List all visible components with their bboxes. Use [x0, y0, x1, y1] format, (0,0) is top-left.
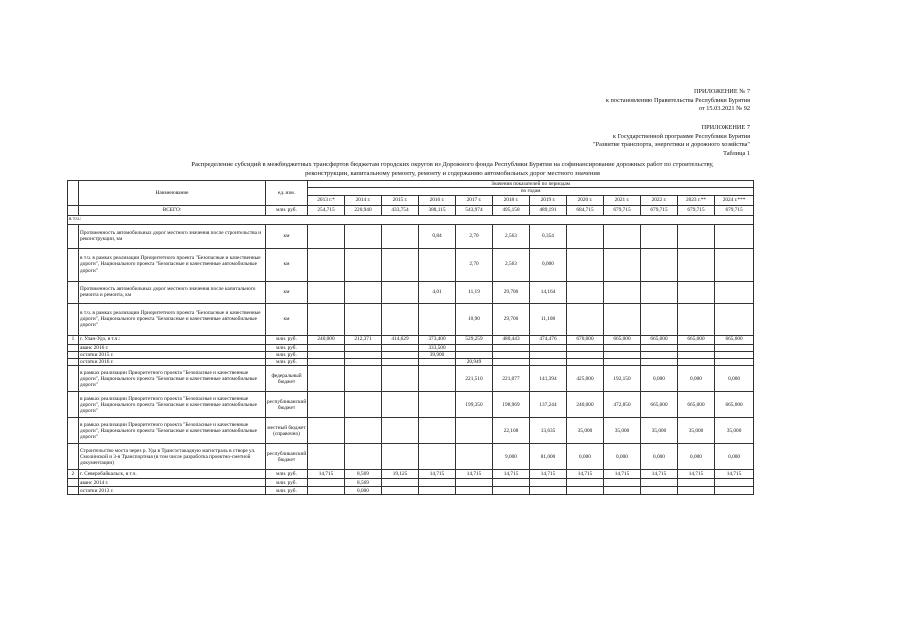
row-value-cell: [419, 392, 456, 418]
row-value-cell: 529,259: [456, 335, 493, 344]
row-value-cell: [715, 281, 754, 303]
row-value-cell: 0,000: [604, 444, 641, 470]
row-value-cell: 665,000: [678, 335, 715, 344]
row-number-cell: [68, 351, 79, 358]
row-unit-cell: млн. руб.: [266, 335, 308, 344]
row-value-cell: 35,000: [567, 418, 604, 444]
row-value-cell: [308, 359, 345, 366]
row-value-cell: 35,000: [678, 418, 715, 444]
row-value-cell: [456, 418, 493, 444]
row-name-cell: Протяженность автомобильных дорог местного значения после капитального ремонта и ремонта, км: [79, 281, 266, 303]
row-number-cell: [68, 487, 79, 495]
row-value-cell: [308, 303, 345, 335]
row-value-cell: [715, 344, 754, 351]
total-row: [68, 205, 754, 215]
row-unit-cell: км: [266, 303, 308, 335]
row-value-cell: [493, 487, 530, 495]
row-unit-cell: федеральный бюджет: [266, 366, 308, 392]
row-value-cell: 14,715: [678, 470, 715, 479]
header-year-cell: 2017 г.: [456, 195, 493, 205]
row-value-cell: [567, 303, 604, 335]
row-value-cell: [715, 359, 754, 366]
row-name-cell: остатки 2015 г.: [79, 351, 266, 358]
row-value-cell: 141,394: [530, 366, 567, 392]
row-value-cell: 240,000: [567, 392, 604, 418]
row-value-cell: [345, 359, 382, 366]
row-value-cell: [345, 303, 382, 335]
header-year-cell: 2020 г.: [567, 195, 604, 205]
row-value-cell: 22,108: [493, 418, 530, 444]
including-row: [68, 215, 754, 224]
program-header-line: "Развитие транспорта, энергетики и дорожного хозяйства": [593, 141, 750, 149]
row-value-cell: [382, 281, 419, 303]
row-value-cell: 220,940: [345, 205, 382, 215]
row-value-cell: 480,443: [493, 335, 530, 344]
row-value-cell: [382, 366, 419, 392]
row-value-cell: 39,900: [419, 351, 456, 358]
row-value-cell: [567, 344, 604, 351]
row-value-cell: 14,715: [419, 470, 456, 479]
table-row: [68, 444, 754, 470]
row-value-cell: 0,000: [530, 248, 567, 281]
table-row: [68, 281, 754, 303]
row-value-cell: [456, 344, 493, 351]
row-value-cell: [382, 418, 419, 444]
row-value-cell: 14,715: [567, 470, 604, 479]
header-name-cell: Наименование: [79, 181, 266, 206]
row-value-cell: 0,000: [715, 444, 754, 470]
row-value-cell: [715, 487, 754, 495]
row-value-cell: [530, 351, 567, 358]
table-row: [68, 366, 754, 392]
row-value-cell: [493, 359, 530, 366]
row-value-cell: 373,400: [419, 335, 456, 344]
row-value-cell: [382, 344, 419, 351]
header-year-cell: 2015 г.: [382, 195, 419, 205]
row-number-cell: [68, 366, 79, 392]
row-value-cell: [567, 281, 604, 303]
including-label-cell: в т.ч.:: [68, 215, 754, 224]
row-value-cell: 2,563: [493, 224, 530, 248]
row-name-cell: Протяженность автомобильных дорог местного значения после строительства и реконструкции, км: [79, 224, 266, 248]
row-value-cell: [641, 359, 678, 366]
row-value-cell: 14,715: [456, 470, 493, 479]
row-value-cell: 192,150: [604, 366, 641, 392]
row-value-cell: 35,000: [715, 418, 754, 444]
row-value-cell: 35,000: [641, 418, 678, 444]
row-value-cell: [530, 479, 567, 487]
row-number-cell: 1: [68, 335, 79, 344]
row-value-cell: 665,000: [715, 335, 754, 344]
row-name-cell: в т.ч. в рамках реализации Приоритетного проекта "Безопасные и качественные дороги", Национального проекта "Безопасные и качественные автомобильные дороги": [79, 248, 266, 281]
row-value-cell: 14,715: [530, 470, 567, 479]
row-number-cell: 2: [68, 470, 79, 479]
row-value-cell: 13,635: [530, 418, 567, 444]
row-value-cell: 665,000: [641, 392, 678, 418]
row-name-cell: г. Улан-Удэ, в т.ч.:: [79, 335, 266, 344]
row-value-cell: [308, 366, 345, 392]
row-value-cell: [345, 366, 382, 392]
row-value-cell: [678, 281, 715, 303]
row-value-cell: [530, 359, 567, 366]
row-value-cell: 20,949: [456, 359, 493, 366]
row-value-cell: [641, 487, 678, 495]
row-value-cell: 0,000: [567, 444, 604, 470]
header-year-cell: 2014 г.: [345, 195, 382, 205]
row-name-cell: аванс 2016 г.: [79, 344, 266, 351]
row-value-cell: [382, 224, 419, 248]
row-value-cell: [604, 359, 641, 366]
row-value-cell: [604, 224, 641, 248]
row-value-cell: [641, 351, 678, 358]
row-name-cell: в рамках реализации Приоритетного проекта "Безопасные и качественные дороги", Национального проекта "Безопасные и качественные автомобильные дороги": [79, 392, 266, 418]
row-value-cell: 198,969: [493, 392, 530, 418]
program-appendix-header: [593, 124, 750, 158]
row-value-cell: [456, 487, 493, 495]
row-value-cell: 137,244: [530, 392, 567, 418]
row-value-cell: 14,715: [308, 470, 345, 479]
row-value-cell: [715, 479, 754, 487]
row-value-cell: [678, 224, 715, 248]
row-value-cell: [419, 366, 456, 392]
row-value-cell: [530, 344, 567, 351]
header-period-cell: Значения показателей по периодам: [308, 181, 754, 188]
row-value-cell: [382, 487, 419, 495]
header-year-cell: 2018 г.: [493, 195, 530, 205]
row-value-cell: [456, 479, 493, 487]
row-value-cell: [567, 487, 604, 495]
row-value-cell: [641, 479, 678, 487]
row-value-cell: [382, 444, 419, 470]
table-row: [68, 248, 754, 281]
row-value-cell: [382, 351, 419, 358]
row-value-cell: [419, 303, 456, 335]
row-value-cell: [678, 344, 715, 351]
row-value-cell: [567, 248, 604, 281]
row-unit-cell: млн. руб.: [266, 479, 308, 487]
row-value-cell: 543,974: [456, 205, 493, 215]
row-value-cell: [604, 281, 641, 303]
row-value-cell: 0,354: [530, 224, 567, 248]
row-unit-cell: млн. руб.: [266, 359, 308, 366]
row-value-cell: [715, 248, 754, 281]
row-number-cell: [68, 224, 79, 248]
row-value-cell: [345, 248, 382, 281]
row-value-cell: [308, 224, 345, 248]
row-value-cell: [678, 479, 715, 487]
row-value-cell: [678, 487, 715, 495]
row-value-cell: [641, 303, 678, 335]
row-value-cell: 8,569: [345, 479, 382, 487]
row-value-cell: 474,476: [530, 335, 567, 344]
row-value-cell: [604, 303, 641, 335]
appendix-header-line: к постановлению Правительства Республики Бурятия: [605, 96, 750, 104]
row-value-cell: [641, 281, 678, 303]
row-value-cell: [308, 344, 345, 351]
row-value-cell: 81,000: [530, 444, 567, 470]
row-value-cell: [604, 479, 641, 487]
row-value-cell: 472,850: [604, 392, 641, 418]
row-value-cell: [641, 248, 678, 281]
title-line: реконструкции, капитальному ремонту, ремонту и содержанию автомобильных дорог местного значения: [305, 170, 600, 178]
row-value-cell: [456, 444, 493, 470]
row-value-cell: [567, 224, 604, 248]
header-year-cell: 2022 г.: [641, 195, 678, 205]
table-row: [68, 392, 754, 418]
row-value-cell: 14,164: [530, 281, 567, 303]
row-name-cell: ВСЕГО:: [79, 205, 266, 215]
header-year-cell: 2021 г.: [604, 195, 641, 205]
row-unit-cell: млн. руб.: [266, 470, 308, 479]
appendix-header: [606, 88, 750, 114]
row-value-cell: [419, 444, 456, 470]
header-unit-cell: ед. изм.: [266, 181, 308, 206]
row-value-cell: 388,115: [419, 205, 456, 215]
row-value-cell: [382, 392, 419, 418]
row-value-cell: [530, 487, 567, 495]
row-value-cell: 2,70: [456, 224, 493, 248]
row-number-cell: [68, 281, 79, 303]
row-name-cell: в рамках реализации Приоритетного проекта "Безопасные и качественные дороги", Национального проекта "Безопасные и качественные автомобильные дороги": [79, 418, 266, 444]
row-number-cell: [68, 418, 79, 444]
row-value-cell: 433,754: [382, 205, 419, 215]
table-row: [68, 351, 754, 358]
row-value-cell: 29,700: [493, 281, 530, 303]
header-row: [68, 181, 754, 188]
table-row: [68, 479, 754, 487]
row-value-cell: [345, 418, 382, 444]
row-value-cell: [604, 344, 641, 351]
row-name-cell: остатки 2016 г.: [79, 359, 266, 366]
subsidy-table: [67, 180, 754, 495]
appendix-header-line: ПРИЛОЖЕНИЕ № 7: [694, 88, 750, 95]
row-unit-cell: республиканский бюджет: [266, 392, 308, 418]
row-value-cell: 221,077: [493, 366, 530, 392]
row-number-cell: [68, 359, 79, 366]
row-value-cell: 684,715: [567, 205, 604, 215]
row-value-cell: [308, 479, 345, 487]
table-row: [68, 470, 754, 479]
row-value-cell: 4,01: [419, 281, 456, 303]
row-name-cell: аванс 2014 г.: [79, 479, 266, 487]
header-year-cell: 2019 г.: [530, 195, 567, 205]
row-value-cell: 665,000: [715, 392, 754, 418]
row-value-cell: [678, 248, 715, 281]
row-value-cell: 670,000: [567, 335, 604, 344]
row-value-cell: 665,000: [604, 335, 641, 344]
row-value-cell: [308, 487, 345, 495]
row-value-cell: [604, 487, 641, 495]
row-value-cell: 14,715: [715, 470, 754, 479]
row-unit-cell: млн. руб.: [266, 344, 308, 351]
row-value-cell: 8,569: [345, 470, 382, 479]
row-value-cell: [678, 359, 715, 366]
row-value-cell: [641, 224, 678, 248]
row-value-cell: 0,000: [678, 444, 715, 470]
program-header-line: к Государственной программе Республики Бурятия: [612, 132, 750, 140]
table-row: [68, 335, 754, 344]
row-value-cell: 11,108: [530, 303, 567, 335]
table-row: [68, 359, 754, 366]
row-name-cell: г. Северобайкальск, в т.ч.: [79, 470, 266, 479]
row-name-cell: остатки 2013 г.: [79, 487, 266, 495]
row-value-cell: 14,715: [493, 470, 530, 479]
row-value-cell: 679,715: [715, 205, 754, 215]
row-name-cell: в т.ч. в рамках реализации Приоритетного проекта "Безопасные и качественные дороги", Национального проекта "Безопасные и качественные автомобильные дороги": [79, 303, 266, 335]
row-value-cell: [308, 351, 345, 358]
header-year-cell: 2023 г.**: [678, 195, 715, 205]
row-value-cell: 19,125: [382, 470, 419, 479]
row-value-cell: [715, 303, 754, 335]
row-value-cell: [419, 359, 456, 366]
row-number-cell: [68, 444, 79, 470]
row-value-cell: [678, 351, 715, 358]
header-year-cell: 2024 г.***: [715, 195, 754, 205]
appendix-header-line: от 15.03.2021 № 92: [698, 105, 750, 113]
row-value-cell: [308, 248, 345, 281]
row-value-cell: [308, 418, 345, 444]
row-value-cell: [419, 479, 456, 487]
row-value-cell: [382, 359, 419, 366]
row-value-cell: 9,000: [493, 444, 530, 470]
row-value-cell: [382, 248, 419, 281]
row-value-cell: [493, 351, 530, 358]
row-value-cell: 425,000: [567, 366, 604, 392]
row-unit-cell: км: [266, 281, 308, 303]
row-value-cell: [715, 224, 754, 248]
row-number-cell: [68, 205, 79, 215]
row-unit-cell: местный бюджет (справочно): [266, 418, 308, 444]
row-value-cell: 199,350: [456, 392, 493, 418]
header-year-cell: 2013 г.*: [308, 195, 345, 205]
row-unit-cell: км: [266, 248, 308, 281]
row-value-cell: [382, 479, 419, 487]
row-value-cell: [345, 344, 382, 351]
row-value-cell: [419, 248, 456, 281]
row-unit-cell: млн. руб.: [266, 487, 308, 495]
row-value-cell: 10,90: [456, 303, 493, 335]
row-value-cell: 0,000: [641, 366, 678, 392]
row-value-cell: [493, 344, 530, 351]
row-value-cell: [308, 281, 345, 303]
row-number-cell: [68, 303, 79, 335]
header-year-cell: 2016 г.: [419, 195, 456, 205]
header-years-cell: по годам: [308, 188, 754, 195]
row-number-cell: [68, 479, 79, 487]
row-value-cell: [345, 444, 382, 470]
row-name-cell: в рамках реализации Приоритетного проекта "Безопасные и качественные дороги", Национального проекта "Безопасные и качественные автомобильные дороги": [79, 366, 266, 392]
row-value-cell: 0,000: [345, 487, 382, 495]
row-value-cell: [456, 351, 493, 358]
row-value-cell: [308, 392, 345, 418]
row-value-cell: [715, 351, 754, 358]
row-unit-cell: км: [266, 224, 308, 248]
row-value-cell: [567, 479, 604, 487]
row-value-cell: [604, 248, 641, 281]
row-name-cell: Строительство моста через р. Уда в Трансэстакадную магистраль в створе ул. Смолинской и 3-я Транспортная (в том числе разработка проектно-сметной документации): [79, 444, 266, 470]
row-value-cell: 679,715: [678, 205, 715, 215]
table-row: [68, 224, 754, 248]
row-value-cell: [641, 344, 678, 351]
row-unit-cell: республиканский бюджет: [266, 444, 308, 470]
row-value-cell: [382, 303, 419, 335]
row-value-cell: [678, 303, 715, 335]
row-value-cell: [419, 418, 456, 444]
row-unit-cell: млн. руб.: [266, 351, 308, 358]
row-value-cell: 240,000: [308, 335, 345, 344]
row-value-cell: [345, 281, 382, 303]
header-number-cell: [68, 181, 79, 206]
row-value-cell: 254,715: [308, 205, 345, 215]
row-value-cell: 679,715: [641, 205, 678, 215]
row-value-cell: 2,563: [493, 248, 530, 281]
row-value-cell: 221,510: [456, 366, 493, 392]
row-unit-cell: млн. руб.: [266, 205, 308, 215]
table-row: [68, 487, 754, 495]
row-value-cell: 495,158: [493, 205, 530, 215]
title-line: Распределение субсидий в межбюджетных трансфертов бюджетам городских округов из Дорожного фонда Республики Бурятия на софинансирование дорожных работ по строительству,: [191, 161, 714, 168]
program-header-line: Таблица 1: [723, 149, 750, 157]
row-value-cell: [604, 351, 641, 358]
table-row: [68, 418, 754, 444]
row-value-cell: 14,715: [641, 470, 678, 479]
row-value-cell: 14,715: [604, 470, 641, 479]
row-value-cell: 665,000: [641, 335, 678, 344]
row-value-cell: 2,70: [456, 248, 493, 281]
row-value-cell: 0,000: [641, 444, 678, 470]
row-value-cell: 35,000: [604, 418, 641, 444]
row-value-cell: [567, 359, 604, 366]
row-value-cell: [345, 392, 382, 418]
table-row: [68, 344, 754, 351]
table-row: [68, 303, 754, 335]
row-number-cell: [68, 248, 79, 281]
document-title: [100, 160, 805, 178]
row-value-cell: 0,000: [715, 366, 754, 392]
row-number-cell: [68, 392, 79, 418]
row-value-cell: 212,371: [345, 335, 382, 344]
row-number-cell: [68, 344, 79, 351]
row-value-cell: [493, 479, 530, 487]
program-header-line: ПРИЛОЖЕНИЕ 7: [701, 124, 750, 131]
row-value-cell: [345, 224, 382, 248]
row-value-cell: 665,000: [678, 392, 715, 418]
row-value-cell: 11,19: [456, 281, 493, 303]
row-value-cell: 0,84: [419, 224, 456, 248]
row-value-cell: [345, 351, 382, 358]
row-value-cell: 679,715: [604, 205, 641, 215]
row-value-cell: [308, 444, 345, 470]
row-value-cell: [419, 487, 456, 495]
row-value-cell: 333,500: [419, 344, 456, 351]
row-value-cell: 414,629: [382, 335, 419, 344]
row-value-cell: 0,000: [678, 366, 715, 392]
row-value-cell: 489,191: [530, 205, 567, 215]
row-value-cell: 29,700: [493, 303, 530, 335]
row-value-cell: [567, 351, 604, 358]
